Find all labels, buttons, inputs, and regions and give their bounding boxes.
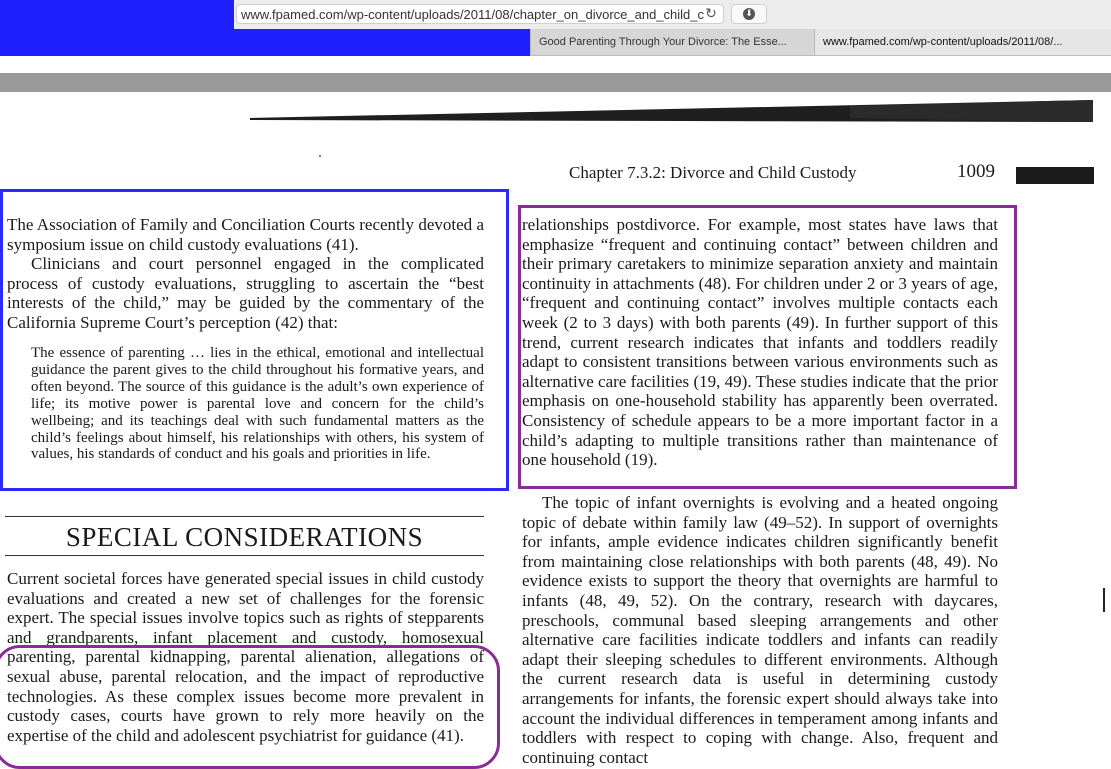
infant-overnights-paragraph: The topic of infant overnights is evolving and a heated ongoing topic of debate within family law (49–52). In support of overnights for infants, ample evidence indicates children significantly benefit from maintaining close relationships with both parents (48, 49). No evidence exists to support the theory that overnights are harmful to infants (48, 49, 52). On the contrary, research with daycares, preschools, communal based sleeping arrangements and other alternative care facilities indicate toddlers and infants can readily adapt their sleeping schedules to different environments. Although the current research data is useful in determining custody arrangements for infants, the forensic expert should always take into account the individual differences in temperament among infants and toddlers with respect to coping with change. Also, frequent and continuing contact [522,493,998,767]
tab-pdf-active[interactable]: www.fpamed.com/wp-content/uploads/2011/08/... [814,29,1111,55]
tab-good-parenting[interactable]: Good Parenting Through Your Divorce: The Esse... [530,29,814,55]
redaction-block [0,29,530,56]
highlight-box-blue [0,189,509,491]
court-quote: The essence of parenting … lies in the ethical, emotional and intellectual guidance the parent gives to the child throughout his formative years, and often beyond. The source of this guidance is the adult’s own experience of life; its motive power is parental love and concern for the child’s wellbeing; and its teachings deal with such fundamental matters as the child’s feelings about himself, his relationships with others, his system of values, his standards of conduct and his goals and priorities in life. [31,345,484,463]
highlight-box-purple [518,205,1017,489]
scan-artifact-bar [250,100,1093,122]
running-head: Chapter 7.3.2: Divorce and Child Custody [569,163,857,182]
page-number: 1009 [957,161,995,182]
pdf-page-top-band [0,73,1111,92]
download-icon: ⬇ [743,8,755,20]
downloads-button[interactable] [731,4,767,24]
reload-icon[interactable]: ↻ [705,6,717,22]
section-heading: SPECIAL CONSIDERATIONS [65,522,424,552]
heading-rule-bottom [5,555,484,556]
clinicians-sentence: Clinicians and court personnel engaged in the complicated process of custody evaluations, struggling to ascertain the “best interests of the child,” may be guided by the commentary of the California Supreme Court’s perception (42) that: [7,254,484,332]
scan-speck [319,155,321,157]
address-bar[interactable] [236,4,724,24]
scan-smudge [1016,167,1094,184]
special-issues-paragraph: Current societal forces have generated special issues in child custody evaluations and created a new set of challenges for the forensic expert. The special issues involve topics such as rights of stepparents and grandparents, infant placement and custody, homosexual parenting, parental kidnapping, parental alienation, allegations of sexual abuse, parental relocation, and the impact of reproductive technologies. As these complex issues become more prevalent in custody cases, courts have grown to rely more heavily on the expertise of the child and adolescent psychiatrist for guidance (41). [7,569,484,745]
address-url: www.fpamed.com/wp-content/uploads/2011/08/chapter_on_divorce_and_child_c [241,7,704,22]
postdivorce-paragraph: relationships postdivorce. For example, most states have laws that emphasize “frequent and continuing contact” between children and their primary caretakers to minimize separation anxiety and maintain continuity in attachments (48). For children under 2 or 3 years of age, “frequent and continuing contact” involves multiple contacts each week (2 to 3 days) with both parents (49). In further support of this trend, current research indicates that infants and toddlers readily adapt to consistent transitions between various environments such as alternative care facilities (19, 49). These studies indicate that the prior emphasis on one-household stability has apparently been overrated. Consistency of schedule appears to be a more important factor in a child’s adapting to multiple transitions rather than maintenance of one household (19). [522,215,998,470]
intro-sentence: The Association of Family and Conciliation Courts recently devoted a symposium issue on child custody evaluations (41). [7,215,484,254]
heading-rule-top [5,516,484,517]
scroll-edge-mark [1103,588,1105,612]
highlight-box-purple-rounded [0,645,500,769]
redaction-block [0,0,234,29]
